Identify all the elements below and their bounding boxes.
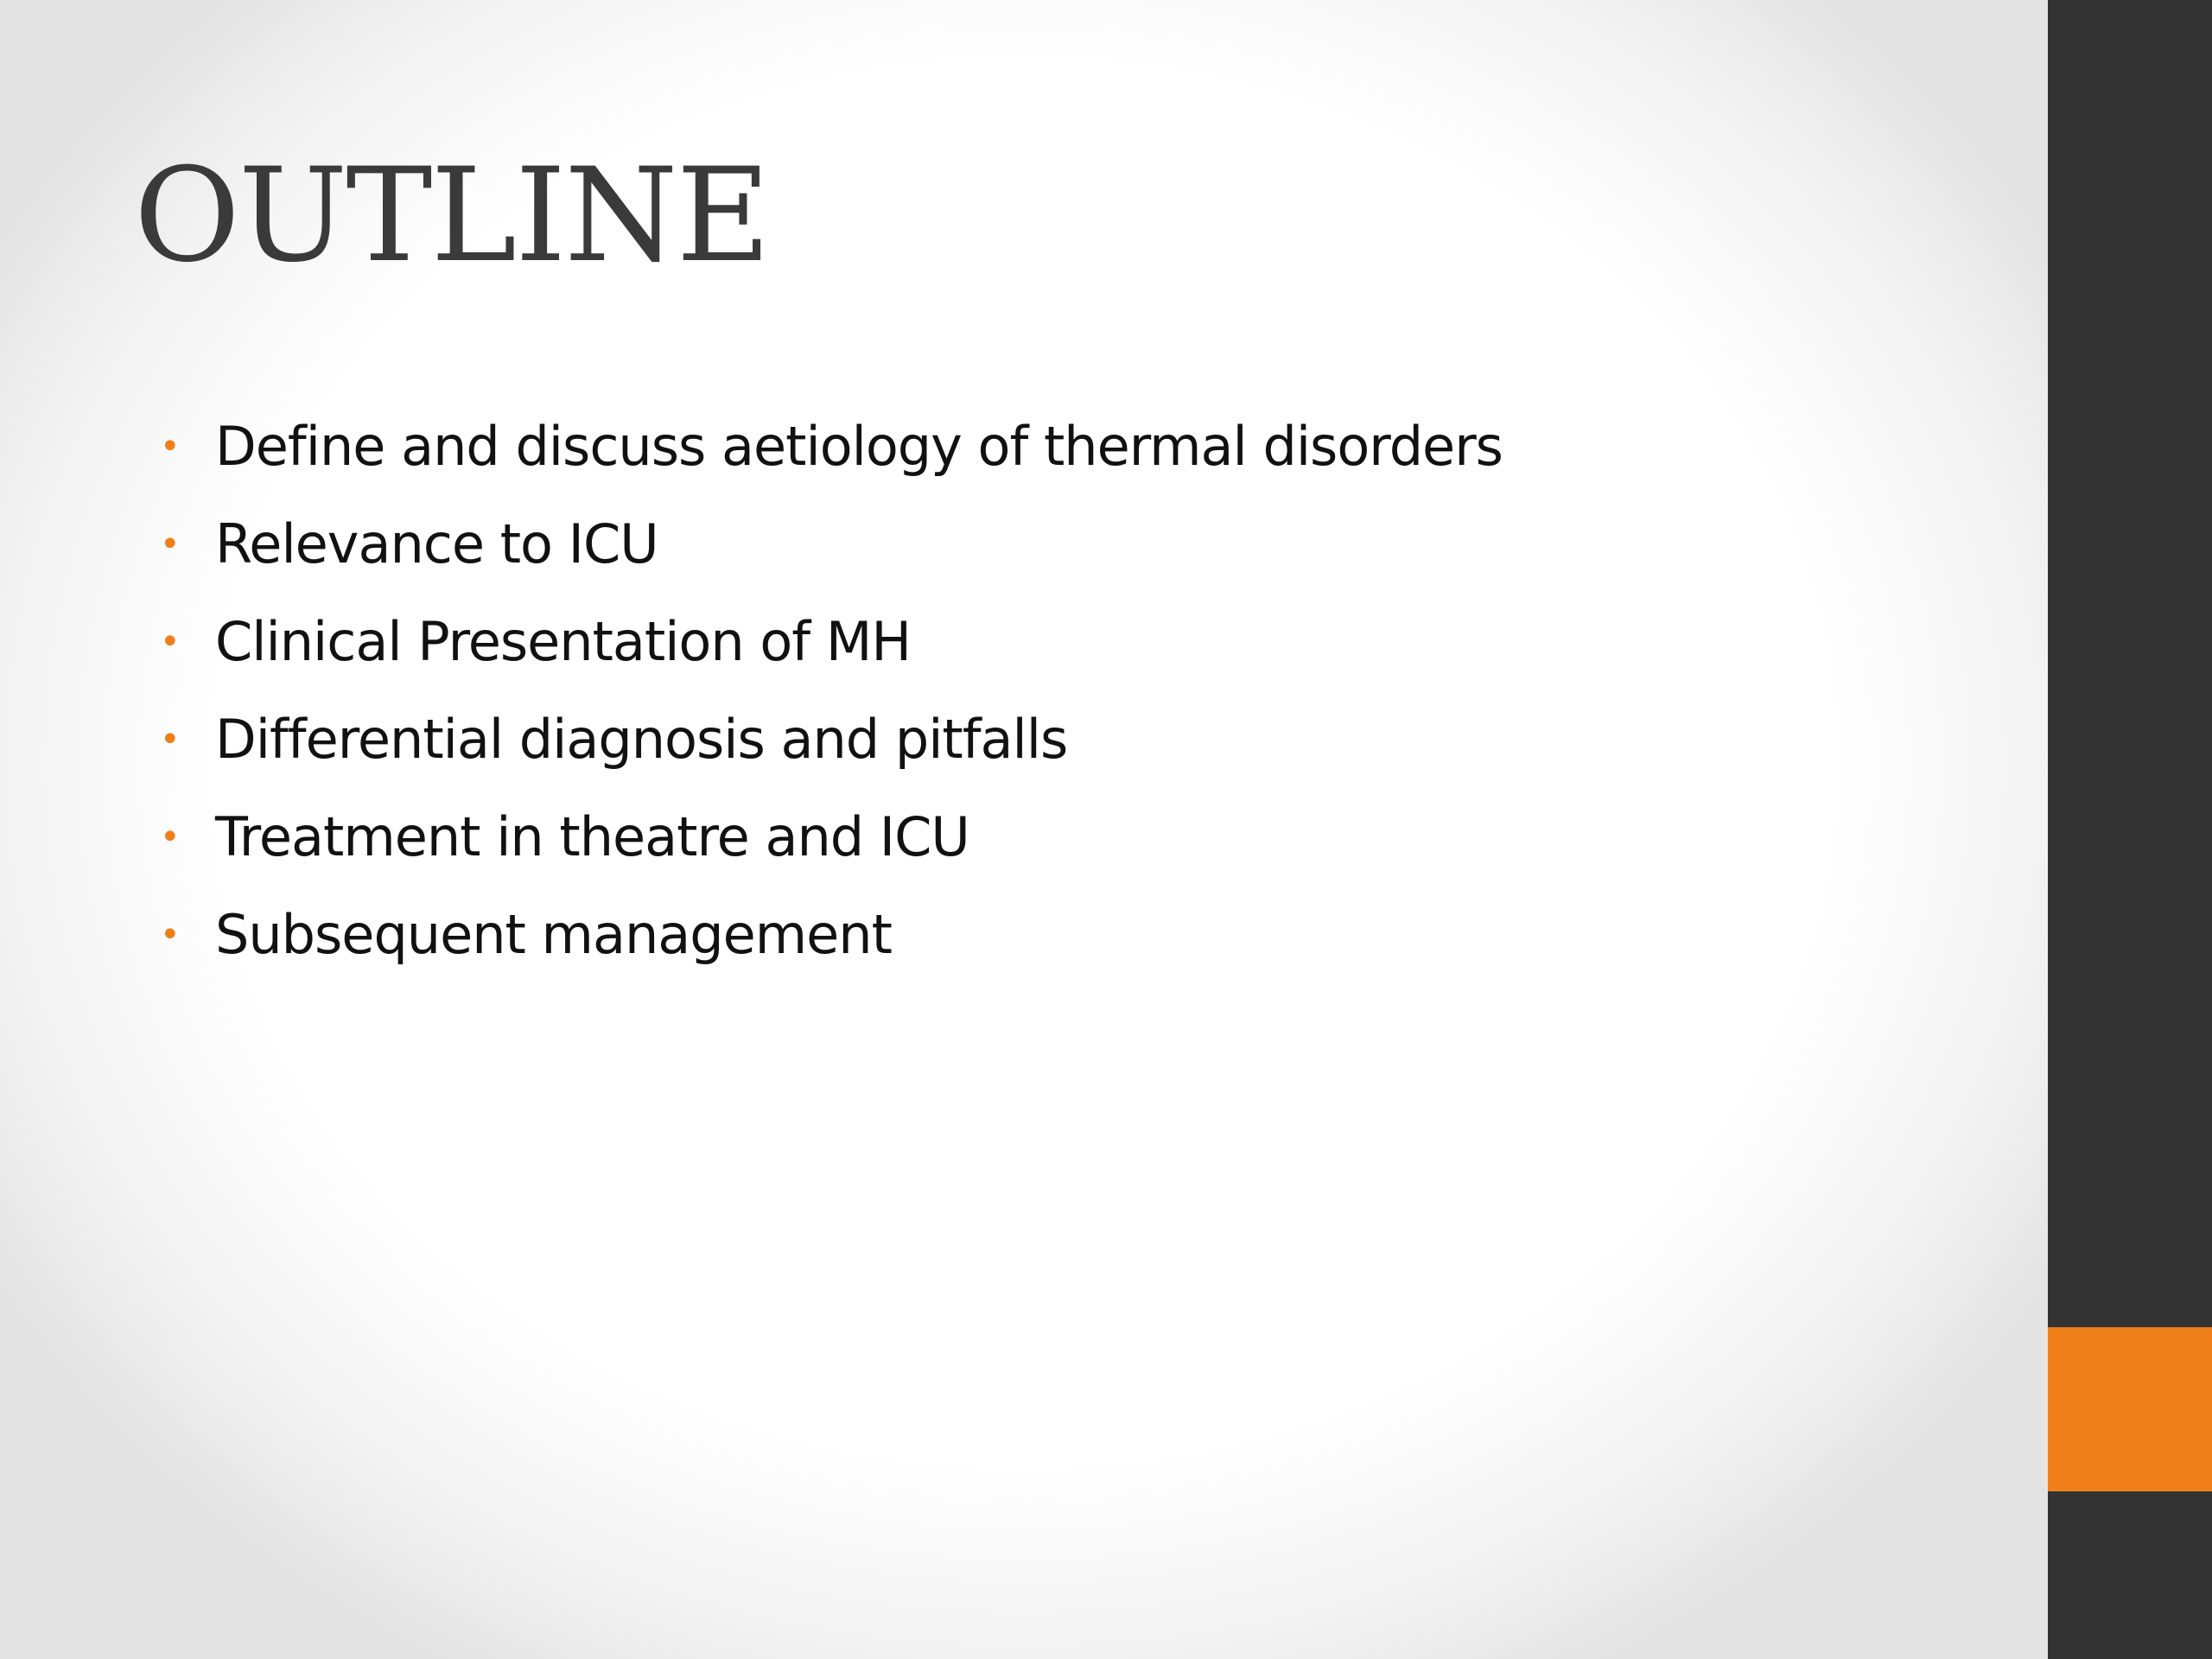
bullet-list (160, 397, 1503, 983)
bullet-item (160, 593, 1503, 690)
bullet-item (160, 495, 1503, 593)
bullet-text: Relevance to ICU (215, 512, 658, 575)
bullet-text: Clinical Presentation of MH (215, 609, 911, 673)
bullet-text: Differential diagnosis and pitfalls (215, 707, 1068, 771)
bullet-text: Define and discuss aetiology of thermal disorders (215, 414, 1503, 478)
bullet-icon: • (160, 914, 181, 955)
bullet-icon: • (160, 426, 181, 467)
bullet-text: Treatment in theatre and ICU (215, 804, 969, 868)
bullet-item (160, 788, 1503, 886)
bullet-item (160, 397, 1503, 495)
bullet-item (160, 886, 1503, 983)
bullet-text: Subsequent management (215, 902, 892, 966)
bullet-icon: • (160, 817, 181, 857)
slide-title: OUTLINE (134, 141, 770, 291)
bullet-icon: • (160, 621, 181, 662)
bullet-item (160, 690, 1503, 788)
sidebar-accent-block (2048, 1327, 2212, 1491)
bullet-icon: • (160, 719, 181, 760)
bullet-icon: • (160, 524, 181, 564)
